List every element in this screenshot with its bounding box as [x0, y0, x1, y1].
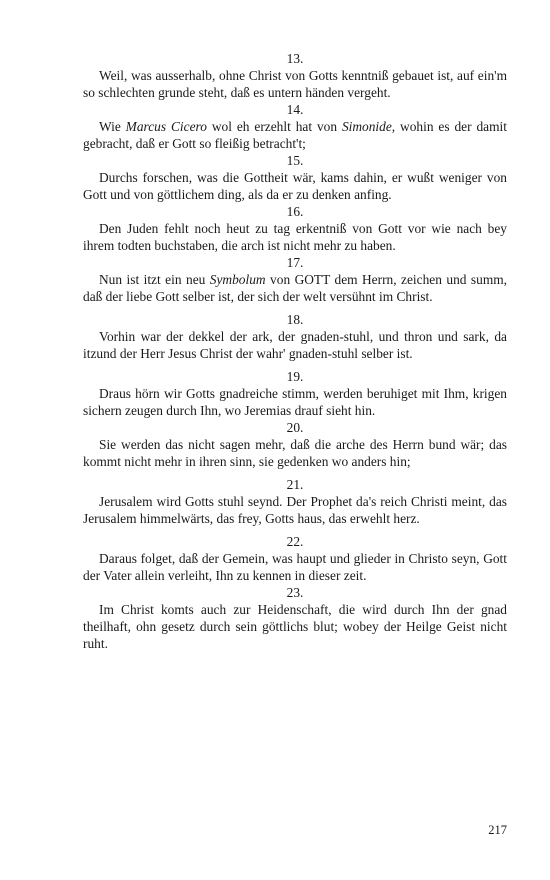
- italic-name: Marcus Cicero: [125, 119, 207, 134]
- stanza-number: 21.: [286, 477, 304, 492]
- stanza-text: Durchs forschen, was die Gottheit wär, kams dahin, er wußt weniger von Gott und von göttlichem ding, als da er zu denken anfing.: [83, 170, 507, 202]
- stanza-text: Nun ist itzt ein neu Symbolum von GOTT dem Herrn, zeichen und summ, daß der liebe Gott selber ist, der sich der welt versühnt im Christ.: [83, 272, 508, 304]
- stanza-number: 14.: [286, 102, 304, 117]
- stanza-text: Sie werden das nicht sagen mehr, daß die arche des Herrn bund wär; das kommt nicht mehr in ihren sinn, sie gedenken wo anders hin;: [83, 437, 507, 469]
- stanza-number: 19.: [286, 369, 304, 384]
- stanza-text: Draus hörn wir Gotts gnadreiche stimm, werden beruhiget mit Ihm, krigen sichern zeugen durch Ihn, wo Jeremias drauf sieht hin.: [83, 386, 507, 418]
- stanza-text: Weil, was ausserhalb, ohne Christ von Gotts kenntniß gebauet ist, auf ein'm so schlechten grunde steht, daß es untern händen vergeht.: [83, 68, 507, 100]
- page-body: [83, 50, 507, 652]
- stanza-number: 15.: [286, 153, 304, 168]
- italic-word: Symbolum: [209, 272, 266, 287]
- stanza-text: Den Juden fehlt noch heut zu tag erkentniß von Gott vor wie nach bey ihrem todten buchstaben, die arch ist nicht mehr zu haben.: [83, 221, 507, 253]
- stanza-text: Wie Marcus Cicero wol eh erzehlt hat von Simonide, wohin es der damit gebracht, daß er Gott so fleißig betracht't;: [83, 119, 507, 151]
- stanza-number: 22.: [286, 534, 304, 549]
- italic-name: Simonide,: [341, 119, 396, 134]
- stanza-text: Vorhin war der dekkel der ark, der gnaden-stuhl, und thron und sark, da itzund der Herr Jesus Christ der wahr' gnaden-stuhl selber ist.: [83, 329, 507, 361]
- stanza-number: 13.: [286, 51, 304, 66]
- stanza-number: 17.: [286, 255, 304, 270]
- stanza-text: Im Christ komts auch zur Heidenschaft, die wird durch Ihn der gnad theilhaft, ohn gesetz durch sein göttlichs blut; wobey der Heilge Geist nicht ruht.: [83, 602, 507, 651]
- stanza-number: 23.: [286, 585, 304, 600]
- stanza-number: 20.: [286, 420, 304, 435]
- stanza-text: Jerusalem wird Gotts stuhl seynd. Der Prophet da's reich Christi meint, das Jerusalem himmelwärts, das frey, Gotts haus, das erwehlt herz.: [83, 494, 507, 526]
- stanza-number: 16.: [286, 204, 304, 219]
- stanza-number: 18.: [286, 312, 304, 327]
- stanza-text: Daraus folget, daß der Gemein, was haupt und glieder in Christo seyn, Gott der Vater allein verleiht, Ihn zu kennen in dieser zeit.: [83, 551, 507, 583]
- page-number: 217: [488, 823, 507, 837]
